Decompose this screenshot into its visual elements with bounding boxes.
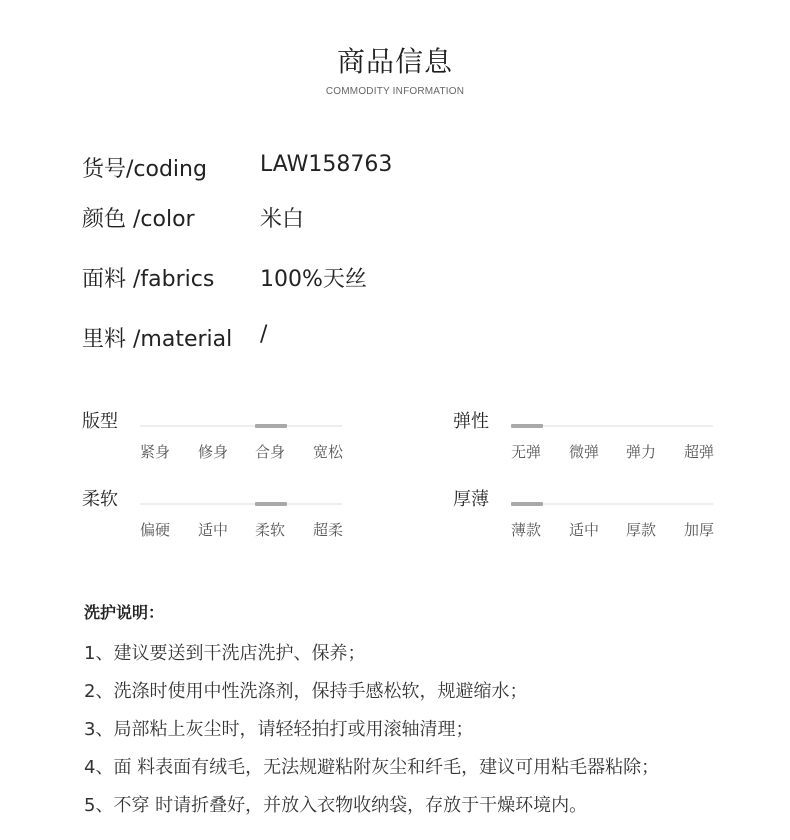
scale-option: 厚款	[626, 521, 657, 539]
scale-option: 超柔	[313, 521, 344, 539]
scale-label: 柔软	[82, 489, 118, 510]
care-title: 洗护说明：	[84, 603, 165, 622]
scale-marker	[511, 502, 543, 506]
care-item: 3、局部粘上灰尘时，请轻轻拍打或用滚轴清理；	[84, 719, 474, 740]
page-subtitle: COMMODITY INFORMATION	[325, 86, 465, 97]
info-label: 面料 /fabrics	[82, 267, 215, 292]
scale-option: 偏硬	[140, 521, 171, 539]
scale-option: 薄款	[511, 521, 542, 539]
info-label: 货号/coding	[82, 157, 207, 182]
scale-option: 宽松	[313, 443, 344, 461]
scale-marker	[511, 424, 543, 428]
scale-elasticity	[453, 408, 783, 468]
info-value: 100%天丝	[260, 267, 367, 292]
scale-option: 柔软	[255, 521, 286, 539]
scale-fit	[82, 408, 412, 468]
scale-option: 紧身	[140, 443, 171, 461]
scale-label: 弹性	[453, 411, 489, 432]
scale-option: 超弹	[684, 443, 715, 461]
scale-option: 修身	[198, 443, 229, 461]
scale-track	[140, 425, 342, 427]
scale-track	[140, 503, 342, 505]
page-title: 商品信息	[336, 45, 453, 78]
care-item: 2、洗涤时使用中性洗涤剂，保持手感松软，规避缩水；	[84, 681, 528, 702]
care-item: 1、建议要送到干洗店洗护、保养；	[84, 643, 366, 664]
scale-label: 版型	[82, 411, 118, 432]
scale-option: 加厚	[684, 521, 715, 539]
scale-option: 弹力	[626, 443, 657, 461]
info-label: 颜色 /color	[82, 207, 195, 232]
care-item: 4、面 料表面有绒毛，无法规避粘附灰尘和纤毛，建议可用粘毛器粘除；	[84, 757, 660, 778]
care-list	[84, 642, 659, 832]
page-header	[0, 40, 790, 97]
scale-track	[511, 503, 713, 505]
scale-label: 厚薄	[453, 489, 489, 510]
info-value: /	[260, 322, 268, 347]
scale-option: 合身	[255, 443, 286, 461]
scale-option: 无弹	[511, 443, 542, 461]
scale-marker	[255, 502, 287, 506]
info-value: 米白	[260, 207, 305, 232]
scale-option: 适中	[569, 521, 600, 539]
scale-option: 适中	[198, 521, 229, 539]
scale-thickness	[453, 486, 783, 546]
scale-option: 微弹	[569, 443, 600, 461]
scale-track	[511, 425, 713, 427]
scale-softness	[82, 486, 412, 546]
info-value: LAW158763	[260, 152, 393, 177]
info-label: 里料 /material	[82, 327, 233, 352]
scale-marker	[255, 424, 287, 428]
care-item: 5、不穿 时请折叠好，并放入衣物收纳袋，存放于干燥环境内。	[84, 795, 588, 816]
